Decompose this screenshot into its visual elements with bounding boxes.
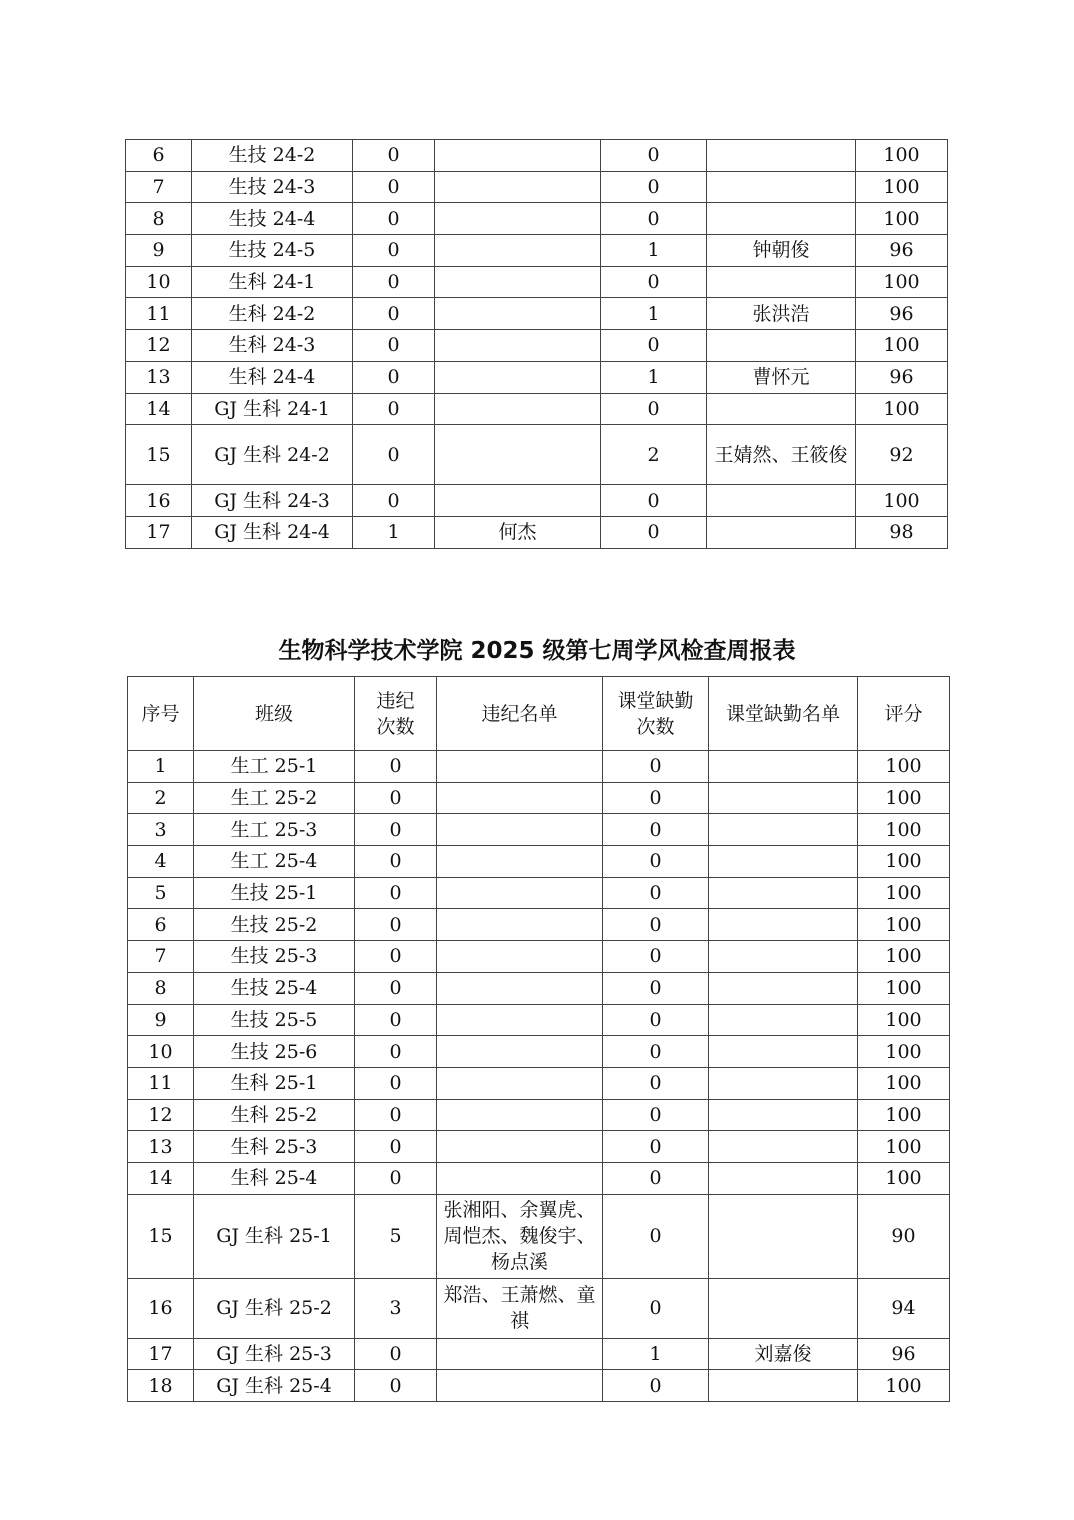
cell-class: 生技 25-3	[194, 941, 355, 973]
cell-score: 96	[856, 298, 948, 330]
table-row	[126, 361, 948, 393]
table-row	[128, 1338, 950, 1370]
cell-violation-names: 张湘阳、余翼虎、周恺杰、魏俊宇、杨点溪	[437, 1194, 603, 1278]
cell-absences: 0	[603, 1036, 709, 1068]
cell-absences: 0	[603, 1194, 709, 1278]
table-row	[128, 877, 950, 909]
table-row	[126, 140, 948, 172]
cell-violations: 5	[355, 1194, 437, 1278]
cell-absences: 0	[603, 1278, 709, 1338]
cell-violations: 0	[353, 361, 435, 393]
table-row	[128, 846, 950, 878]
table-row	[126, 266, 948, 298]
cell-absences: 0	[603, 972, 709, 1004]
cell-class: 生技 24-3	[192, 171, 353, 203]
header-no: 序号	[128, 677, 194, 751]
cell-violations: 0	[355, 1036, 437, 1068]
cell-absences: 0	[601, 485, 707, 517]
cell-violation-names	[435, 485, 601, 517]
cell-absences: 0	[601, 171, 707, 203]
cell-violations: 0	[355, 909, 437, 941]
cell-absence-names	[709, 941, 858, 973]
cell-class: GJ 生科 24-2	[192, 425, 353, 485]
cell-absence-names	[709, 1370, 858, 1402]
table-row	[126, 171, 948, 203]
report-table-2025	[127, 676, 950, 1402]
cell-absences: 0	[603, 941, 709, 973]
table-row	[126, 425, 948, 485]
cell-violations: 0	[355, 782, 437, 814]
cell-class: 生工 25-1	[194, 751, 355, 783]
cell-class: 生工 25-3	[194, 814, 355, 846]
cell-class: 生科 25-1	[194, 1067, 355, 1099]
cell-no: 10	[126, 266, 192, 298]
cell-absence-names	[709, 972, 858, 1004]
cell-violations: 0	[353, 235, 435, 267]
table-row	[128, 1370, 950, 1402]
report-title-2025: 生物科学技术学院 2025 级第七周学风检查周报表	[278, 638, 796, 664]
table-row	[128, 941, 950, 973]
cell-class: 生科 24-1	[192, 266, 353, 298]
table-row	[126, 330, 948, 362]
cell-absences: 0	[603, 1370, 709, 1402]
cell-absences: 0	[603, 1067, 709, 1099]
cell-violations: 0	[355, 1067, 437, 1099]
cell-violation-names	[437, 909, 603, 941]
cell-absence-names	[707, 485, 856, 517]
cell-absences: 0	[603, 1004, 709, 1036]
cell-absence-names	[709, 1099, 858, 1131]
cell-score: 90	[858, 1194, 950, 1278]
cell-violation-names	[437, 877, 603, 909]
cell-violations: 0	[355, 814, 437, 846]
cell-violation-names	[435, 266, 601, 298]
cell-absences: 0	[603, 909, 709, 941]
table-row	[126, 203, 948, 235]
cell-class: 生科 25-2	[194, 1099, 355, 1131]
table-row	[126, 298, 948, 330]
table-row	[128, 972, 950, 1004]
cell-violations: 3	[355, 1278, 437, 1338]
table-row	[128, 1067, 950, 1099]
header-absence-names: 课堂缺勤名单	[709, 677, 858, 751]
table-row	[128, 814, 950, 846]
table-header-row	[128, 677, 950, 751]
cell-violations: 0	[355, 972, 437, 1004]
cell-no: 17	[128, 1338, 194, 1370]
cell-score: 100	[858, 909, 950, 941]
cell-class: 生科 24-3	[192, 330, 353, 362]
cell-no: 10	[128, 1036, 194, 1068]
cell-no: 8	[128, 972, 194, 1004]
cell-score: 100	[856, 330, 948, 362]
cell-class: GJ 生科 24-4	[192, 516, 353, 548]
cell-violations: 0	[353, 298, 435, 330]
cell-absences: 0	[601, 140, 707, 172]
cell-score: 100	[856, 140, 948, 172]
header-absences: 课堂缺勤次数	[603, 677, 709, 751]
cell-absence-names: 曹怀元	[707, 361, 856, 393]
cell-class: 生科 24-2	[192, 298, 353, 330]
cell-class: GJ 生科 25-3	[194, 1338, 355, 1370]
cell-class: GJ 生科 25-1	[194, 1194, 355, 1278]
cell-absence-names	[709, 846, 858, 878]
cell-class: 生技 25-5	[194, 1004, 355, 1036]
table-row	[128, 1194, 950, 1278]
table-row	[128, 1004, 950, 1036]
cell-class: GJ 生科 24-1	[192, 393, 353, 425]
cell-violation-names	[435, 140, 601, 172]
table-row	[128, 782, 950, 814]
cell-no: 6	[128, 909, 194, 941]
cell-score: 100	[858, 814, 950, 846]
cell-absences: 0	[601, 203, 707, 235]
cell-absence-names	[709, 1162, 858, 1194]
cell-no: 9	[126, 235, 192, 267]
cell-violation-names	[437, 814, 603, 846]
cell-violations: 0	[355, 1004, 437, 1036]
cell-violation-names	[435, 330, 601, 362]
cell-score: 100	[858, 877, 950, 909]
cell-violations: 0	[353, 393, 435, 425]
cell-violation-names: 何杰	[435, 516, 601, 548]
cell-absence-names	[707, 171, 856, 203]
cell-violation-names: 郑浩、王萧燃、童祺	[437, 1278, 603, 1338]
cell-absence-names	[709, 814, 858, 846]
cell-no: 18	[128, 1370, 194, 1402]
cell-class: 生科 24-4	[192, 361, 353, 393]
cell-absence-names	[709, 1067, 858, 1099]
cell-absences: 0	[603, 846, 709, 878]
cell-absence-names	[709, 1131, 858, 1163]
cell-violation-names	[435, 361, 601, 393]
cell-absence-names: 钟朝俊	[707, 235, 856, 267]
table-row	[126, 235, 948, 267]
cell-violations: 0	[353, 140, 435, 172]
cell-no: 14	[128, 1162, 194, 1194]
cell-no: 16	[126, 485, 192, 517]
cell-violation-names	[437, 1036, 603, 1068]
cell-violation-names	[435, 171, 601, 203]
cell-absences: 0	[603, 877, 709, 909]
cell-violations: 0	[355, 1131, 437, 1163]
header-score: 评分	[858, 677, 950, 751]
cell-violation-names	[437, 846, 603, 878]
cell-absence-names: 王婧然、王筱俊	[707, 425, 856, 485]
cell-score: 100	[858, 1162, 950, 1194]
table-row	[128, 1036, 950, 1068]
cell-violations: 0	[355, 1338, 437, 1370]
cell-no: 9	[128, 1004, 194, 1036]
cell-absences: 1	[601, 361, 707, 393]
table-row	[126, 393, 948, 425]
cell-violations: 0	[355, 1370, 437, 1402]
cell-absences: 0	[603, 1099, 709, 1131]
cell-violations: 0	[355, 751, 437, 783]
cell-no: 4	[128, 846, 194, 878]
cell-no: 15	[128, 1194, 194, 1278]
cell-violations: 0	[355, 1162, 437, 1194]
cell-violation-names	[437, 1004, 603, 1036]
table-row	[128, 1278, 950, 1338]
cell-absences: 1	[603, 1338, 709, 1370]
cell-class: 生技 25-6	[194, 1036, 355, 1068]
cell-violation-names	[437, 1162, 603, 1194]
cell-no: 15	[126, 425, 192, 485]
cell-no: 7	[128, 941, 194, 973]
cell-no: 16	[128, 1278, 194, 1338]
cell-no: 11	[128, 1067, 194, 1099]
cell-no: 12	[126, 330, 192, 362]
cell-violations: 1	[353, 516, 435, 548]
cell-score: 92	[856, 425, 948, 485]
cell-score: 100	[856, 485, 948, 517]
cell-score: 98	[856, 516, 948, 548]
cell-violations: 0	[355, 877, 437, 909]
cell-absence-names	[709, 1194, 858, 1278]
cell-violation-names	[435, 235, 601, 267]
cell-absence-names	[709, 1004, 858, 1036]
cell-absences: 0	[601, 393, 707, 425]
header-violations: 违纪次数	[355, 677, 437, 751]
cell-class: 生技 25-4	[194, 972, 355, 1004]
cell-absence-names	[707, 140, 856, 172]
cell-class: GJ 生科 24-3	[192, 485, 353, 517]
cell-absences: 1	[601, 298, 707, 330]
cell-class: 生技 24-2	[192, 140, 353, 172]
cell-violation-names	[435, 393, 601, 425]
cell-violation-names	[437, 972, 603, 1004]
cell-absence-names	[707, 330, 856, 362]
cell-no: 1	[128, 751, 194, 783]
cell-no: 13	[128, 1131, 194, 1163]
cell-violations: 0	[353, 203, 435, 235]
cell-absence-names	[707, 516, 856, 548]
cell-no: 8	[126, 203, 192, 235]
cell-absences: 0	[603, 1131, 709, 1163]
cell-violation-names	[437, 1338, 603, 1370]
table-row	[128, 909, 950, 941]
cell-absences: 1	[601, 235, 707, 267]
cell-score: 100	[858, 1099, 950, 1131]
table-row	[128, 1162, 950, 1194]
cell-violation-names	[437, 1370, 603, 1402]
cell-no: 2	[128, 782, 194, 814]
cell-violations: 0	[353, 266, 435, 298]
cell-score: 100	[858, 1036, 950, 1068]
cell-score: 100	[856, 203, 948, 235]
cell-violation-names	[435, 203, 601, 235]
cell-class: 生技 25-1	[194, 877, 355, 909]
table-row	[128, 1131, 950, 1163]
cell-violation-names	[435, 298, 601, 330]
cell-absence-names: 刘嘉俊	[709, 1338, 858, 1370]
cell-absence-names	[709, 782, 858, 814]
cell-no: 5	[128, 877, 194, 909]
cell-class: 生技 24-5	[192, 235, 353, 267]
cell-violations: 0	[353, 485, 435, 517]
cell-absence-names	[707, 203, 856, 235]
cell-no: 7	[126, 171, 192, 203]
cell-violation-names	[437, 751, 603, 783]
cell-violation-names	[437, 1131, 603, 1163]
cell-absence-names	[709, 751, 858, 783]
cell-score: 100	[858, 846, 950, 878]
cell-score: 96	[856, 235, 948, 267]
cell-absence-names	[709, 877, 858, 909]
cell-class: 生技 24-4	[192, 203, 353, 235]
cell-absence-names	[709, 909, 858, 941]
cell-score: 100	[858, 1004, 950, 1036]
cell-score: 100	[858, 1067, 950, 1099]
cell-class: 生技 25-2	[194, 909, 355, 941]
cell-violations: 0	[355, 846, 437, 878]
cell-absence-names	[709, 1278, 858, 1338]
cell-violations: 0	[353, 425, 435, 485]
cell-absence-names	[709, 1036, 858, 1068]
cell-no: 6	[126, 140, 192, 172]
cell-violation-names	[435, 425, 601, 485]
header-class: 班级	[194, 677, 355, 751]
cell-score: 100	[858, 782, 950, 814]
cell-absences: 0	[601, 266, 707, 298]
cell-score: 100	[858, 941, 950, 973]
table-row	[128, 751, 950, 783]
cell-absence-names: 张洪浩	[707, 298, 856, 330]
cell-no: 17	[126, 516, 192, 548]
cell-score: 94	[858, 1278, 950, 1338]
cell-no: 13	[126, 361, 192, 393]
table-row	[126, 485, 948, 517]
cell-score: 96	[856, 361, 948, 393]
cell-absences: 0	[601, 516, 707, 548]
cell-violations: 0	[353, 330, 435, 362]
cell-class: GJ 生科 25-2	[194, 1278, 355, 1338]
cell-no: 3	[128, 814, 194, 846]
cell-absences: 0	[603, 782, 709, 814]
cell-no: 11	[126, 298, 192, 330]
cell-violations: 0	[353, 171, 435, 203]
cell-score: 100	[856, 266, 948, 298]
cell-violation-names	[437, 1099, 603, 1131]
cell-violation-names	[437, 941, 603, 973]
cell-score: 100	[856, 393, 948, 425]
cell-score: 100	[858, 751, 950, 783]
table-row	[126, 516, 948, 548]
cell-class: 生科 25-3	[194, 1131, 355, 1163]
cell-absence-names	[707, 266, 856, 298]
cell-no: 12	[128, 1099, 194, 1131]
cell-score: 100	[858, 1370, 950, 1402]
cell-class: 生工 25-4	[194, 846, 355, 878]
cell-absences: 0	[601, 330, 707, 362]
cell-score: 96	[858, 1338, 950, 1370]
cell-class: GJ 生科 25-4	[194, 1370, 355, 1402]
report-table-2024	[125, 139, 948, 549]
cell-absences: 0	[603, 814, 709, 846]
cell-violations: 0	[355, 941, 437, 973]
table-row	[128, 1099, 950, 1131]
cell-absences: 0	[603, 1162, 709, 1194]
cell-score: 100	[858, 972, 950, 1004]
cell-absences: 2	[601, 425, 707, 485]
cell-score: 100	[858, 1131, 950, 1163]
header-violation-names: 违纪名单	[437, 677, 603, 751]
cell-violations: 0	[355, 1099, 437, 1131]
cell-absence-names	[707, 393, 856, 425]
cell-class: 生科 25-4	[194, 1162, 355, 1194]
cell-violation-names	[437, 1067, 603, 1099]
cell-violation-names	[437, 782, 603, 814]
cell-score: 100	[856, 171, 948, 203]
cell-absences: 0	[603, 751, 709, 783]
cell-class: 生工 25-2	[194, 782, 355, 814]
cell-no: 14	[126, 393, 192, 425]
